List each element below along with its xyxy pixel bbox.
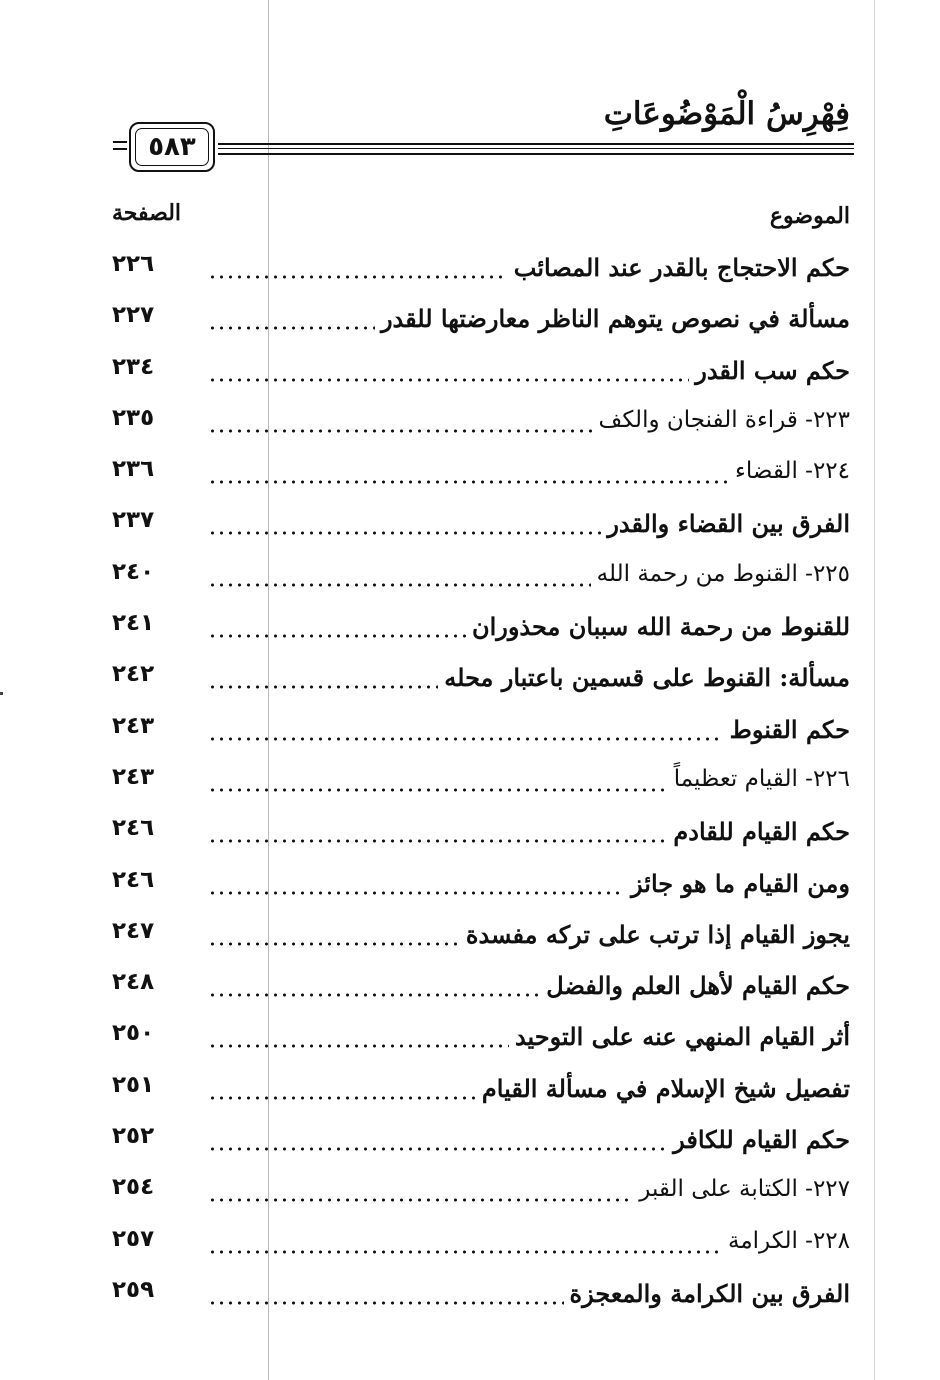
toc-entry-title: مسألة: القنوط على قسمين باعتبار محله	[444, 663, 850, 693]
toc-entry	[0, 298, 940, 349]
toc-entry-title: ٢٢٤- القضاء	[735, 458, 850, 485]
toc-leader-dots	[208, 634, 466, 638]
toc-entry-page: ٢٤٧	[112, 917, 155, 944]
toc-leader-dots	[208, 531, 601, 535]
toc-leader-dots	[208, 429, 593, 433]
toc-leader-dots	[208, 737, 724, 741]
toc-leader-dots	[208, 1198, 633, 1202]
toc-leader-dots	[208, 1096, 476, 1100]
toc-entry-page: ٢٤٢	[112, 661, 155, 688]
toc-entry	[0, 503, 940, 554]
toc-entry-title: للقنوط من رحمة الله سببان محذوران	[471, 612, 850, 642]
toc-entry-page: ٢٣٦	[112, 456, 155, 483]
toc-entry-page: ٢٤٦	[112, 815, 155, 842]
toc-entry	[0, 1068, 940, 1119]
toc-entry	[0, 1273, 940, 1324]
toc-entry-title: أثر القيام المنهي عنه على التوحيد	[514, 1022, 850, 1052]
toc-leader-dots	[208, 942, 460, 946]
toc-entry-page: ٢٥٩	[112, 1276, 155, 1303]
toc-entry	[0, 606, 940, 657]
table-of-contents	[0, 247, 940, 1324]
toc-entry-page: ٢٤٣	[112, 763, 155, 790]
toc-entry-page: ٢٥٧	[112, 1225, 155, 1252]
toc-entry-title: ٢٢٥- القنوط من رحمة الله	[596, 560, 850, 587]
toc-entry-title: ٢٢٦- القيام تعظيماً	[673, 765, 850, 792]
toc-leader-dots	[208, 685, 438, 689]
toc-entry	[0, 760, 940, 811]
page-title: فِهْرِسُ الْمَوْضُوعَاتِ	[603, 96, 850, 132]
toc-leader-dots	[208, 891, 625, 895]
toc-entry-title: ٢٢٨- الكرامة	[728, 1227, 850, 1254]
toc-entry	[0, 1170, 940, 1221]
toc-leader-dots	[208, 480, 729, 484]
toc-leader-dots	[208, 788, 668, 792]
toc-leader-dots	[208, 583, 591, 587]
toc-entry	[0, 1222, 940, 1273]
toc-entry-title: الفرق بين الكرامة والمعجزة	[569, 1278, 850, 1308]
toc-leader-dots	[208, 1301, 564, 1305]
toc-entry-page: ٢٣٧	[112, 507, 155, 534]
toc-entry-title: حكم الاحتجاج بالقدر عند المصائب	[513, 253, 850, 282]
toc-entry	[0, 811, 940, 862]
toc-entry	[0, 401, 940, 452]
toc-entry-title: تفصيل شيخ الإسلام في مسألة القيام	[481, 1073, 850, 1103]
toc-entry	[0, 709, 940, 760]
toc-entry-page: ٢٤١	[112, 610, 155, 637]
toc-entry-title: يجوز القيام إذا ترتب على تركه مفسدة	[465, 919, 850, 949]
toc-entry-title: حكم القيام لأهل العلم والفضل	[546, 971, 850, 1001]
toc-entry-page: ٢٤٠	[112, 558, 155, 585]
toc-entry	[0, 452, 940, 503]
toc-entry-title: حكم سب القدر	[695, 355, 850, 385]
toc-entry-page: ٢٥٤	[112, 1174, 155, 1201]
toc-leader-dots	[208, 378, 689, 382]
column-header-topic: الموضوع	[769, 203, 850, 229]
toc-entry-page: ٢٤٨	[112, 969, 155, 996]
toc-entry	[0, 555, 940, 606]
toc-entry-title: ٢٢٣- قراءة الفنجان والكف	[598, 406, 850, 433]
toc-entry	[0, 965, 940, 1016]
toc-entry-page: ٢٣٤	[112, 353, 155, 380]
toc-leader-dots	[208, 839, 667, 843]
toc-entry	[0, 863, 940, 914]
toc-entry	[0, 1119, 940, 1170]
toc-entry-title: حكم القيام للكافر	[673, 1125, 850, 1155]
toc-leader-dots	[208, 1250, 722, 1254]
toc-entry-page: ٢٥٢	[112, 1123, 155, 1150]
header-rule-short	[113, 141, 127, 150]
toc-leader-dots	[208, 275, 508, 279]
toc-entry-page: ٢٤٣	[112, 712, 155, 739]
toc-entry	[0, 914, 940, 965]
toc-entry-page: ٢٥٠	[112, 1020, 155, 1047]
toc-entry-page: ٢٤٦	[112, 866, 155, 893]
toc-entry	[0, 350, 940, 401]
toc-entry	[0, 657, 940, 708]
toc-entry-title: ومن القيام ما هو جائز	[631, 868, 850, 898]
toc-entry	[0, 247, 940, 298]
toc-leader-dots	[208, 326, 375, 330]
header-rule-long	[218, 143, 854, 155]
toc-entry-title: الفرق بين القضاء والقدر	[607, 509, 850, 539]
toc-entry-page: ٢٥١	[112, 1071, 155, 1098]
toc-entry-page: ٢٢٦	[112, 251, 155, 277]
page-number-frame	[129, 122, 215, 172]
toc-entry-page: ٢٢٧	[112, 302, 155, 329]
toc-entry-title: مسألة في نصوص يتوهم الناظر معارضتها للقدر	[380, 304, 850, 334]
toc-leader-dots	[208, 993, 540, 997]
toc-leader-dots	[208, 1147, 667, 1151]
column-header-page: الصفحة	[112, 200, 182, 226]
toc-entry-title: حكم القيام للقادم	[673, 817, 850, 847]
toc-entry-title: حكم القنوط	[729, 714, 850, 744]
page-number: ٥٨٣	[148, 132, 196, 162]
toc-entry	[0, 1016, 940, 1067]
toc-entry-page: ٢٣٥	[112, 404, 155, 431]
toc-entry-title: ٢٢٧- الكتابة على القبر	[639, 1176, 850, 1203]
toc-leader-dots	[208, 1044, 509, 1048]
